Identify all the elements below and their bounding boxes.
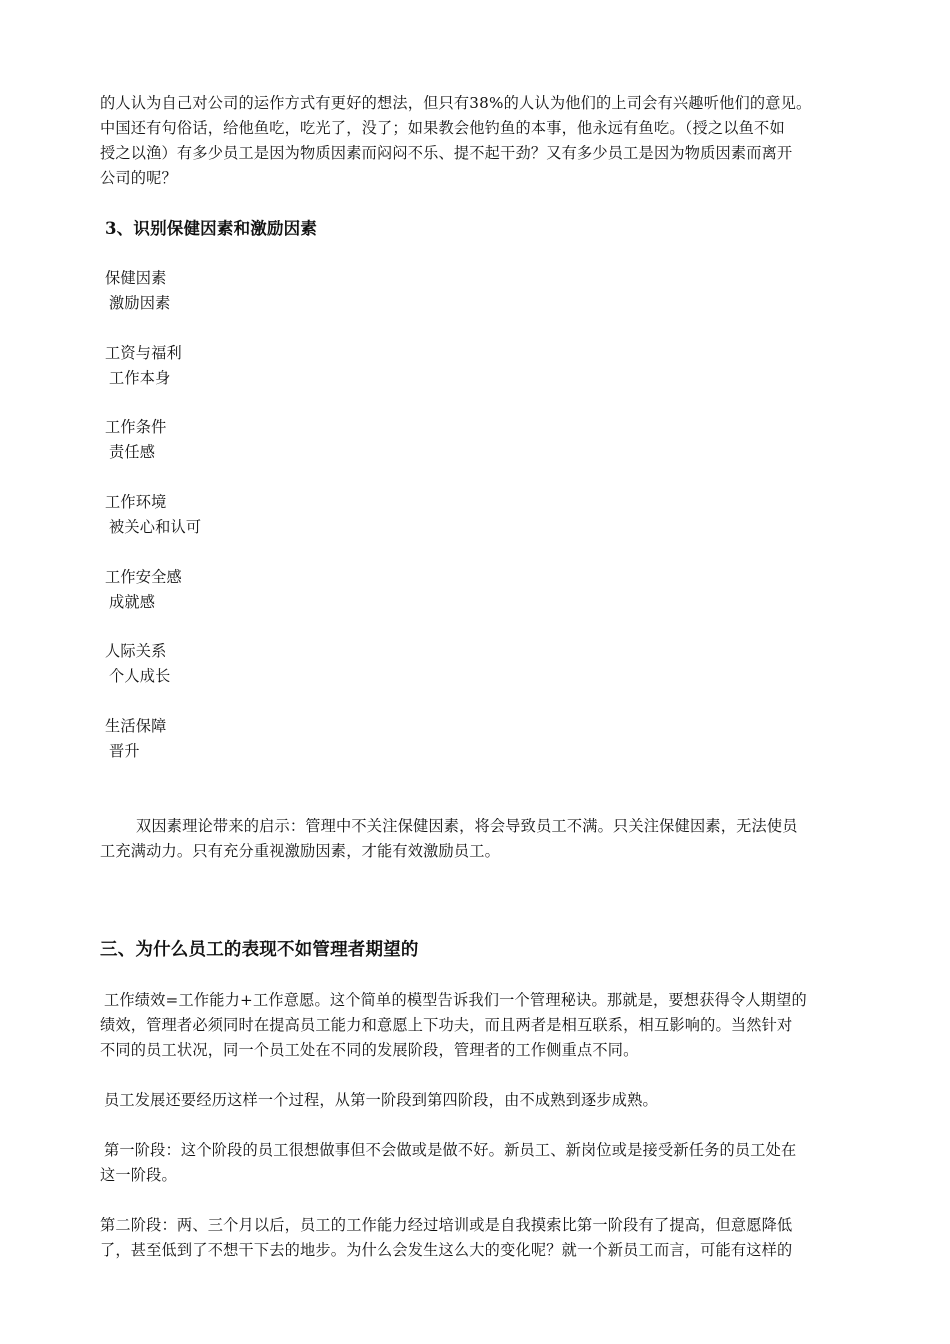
section-three-heading: 三、为什么员工的表现不如管理者期望的 (100, 940, 419, 960)
motivator-factor: 被关心和认可 (109, 518, 202, 536)
intro-line-2: 中国还有句俗话，给他鱼吃，吃光了，没了；如果教会他钓鱼的本事，他永远有鱼吃。（授之以鱼不如 (100, 119, 785, 137)
conclusion-line-2: 工充满动力。只有充分重视激励因素，才能有效激励员工。 (100, 842, 501, 860)
para2-line-1: 员工发展还要经历这样一个过程，从第一阶段到第四阶段，由不成熟到逐步成熟。 (104, 1091, 658, 1109)
hygiene-factor: 生活保障 (105, 717, 167, 735)
para1-line-2: 绩效，管理者必须同时在提高员工能力和意愿上下功夫，而且两者是相互联系，相互影响的。当然针对 (100, 1016, 793, 1034)
para1-line-3: 不同的员工状况，同一个员工处在不同的发展阶段，管理者的工作侧重点不同。 (100, 1041, 639, 1059)
para4-line-1: 第二阶段：两、三个月以后，员工的工作能力经过培训或是自我摸索比第一阶段有了提高，但意愿降低 (100, 1216, 793, 1234)
intro-line-1: 的人认为自己对公司的运作方式有更好的想法，但只有38%的人认为他们的上司会有兴趣听他们的意见。 (100, 94, 812, 112)
para1-line-1: 工作绩效=工作能力+工作意愿。这个简单的模型告诉我们一个管理秘诀。那就是，要想获得令人期望的 (104, 991, 807, 1009)
hygiene-factor-header: 保健因素 (105, 269, 167, 287)
conclusion-line-1: 双因素理论带来的启示：管理中不关注保健因素，将会导致员工不满。只关注保健因素，无法使员 (136, 817, 798, 835)
motivator-factor: 工作本身 (109, 369, 171, 387)
motivator-factor: 晋升 (109, 742, 140, 760)
hygiene-factor: 人际关系 (105, 642, 167, 660)
hygiene-factor: 工作安全感 (105, 568, 182, 586)
motivator-factor: 个人成长 (109, 667, 171, 685)
hygiene-factor: 工作条件 (105, 418, 167, 436)
hygiene-factor: 工资与福利 (105, 344, 182, 362)
hygiene-factor: 工作环境 (105, 493, 167, 511)
motivator-factor: 责任感 (109, 443, 156, 461)
motivator-factor: 成就感 (109, 593, 156, 611)
para4-line-2: 了，甚至低到了不想干下去的地步。为什么会发生这么大的变化呢？就一个新员工而言，可能有这样的 (100, 1241, 793, 1259)
section-3-heading: 3、识别保健因素和激励因素 (105, 219, 318, 238)
motivator-factor-header: 激励因素 (109, 294, 171, 312)
para3-line-1: 第一阶段：这个阶段的员工很想做事但不会做或是做不好。新员工、新岗位或是接受新任务的员工处在 (104, 1141, 797, 1159)
para3-line-2: 这一阶段。 (100, 1166, 177, 1184)
intro-line-3: 授之以渔）有多少员工是因为物质因素而闷闷不乐、提不起干劲？又有多少员工是因为物质因素而离开 (100, 144, 793, 162)
intro-line-4: 公司的呢？ (100, 169, 177, 187)
